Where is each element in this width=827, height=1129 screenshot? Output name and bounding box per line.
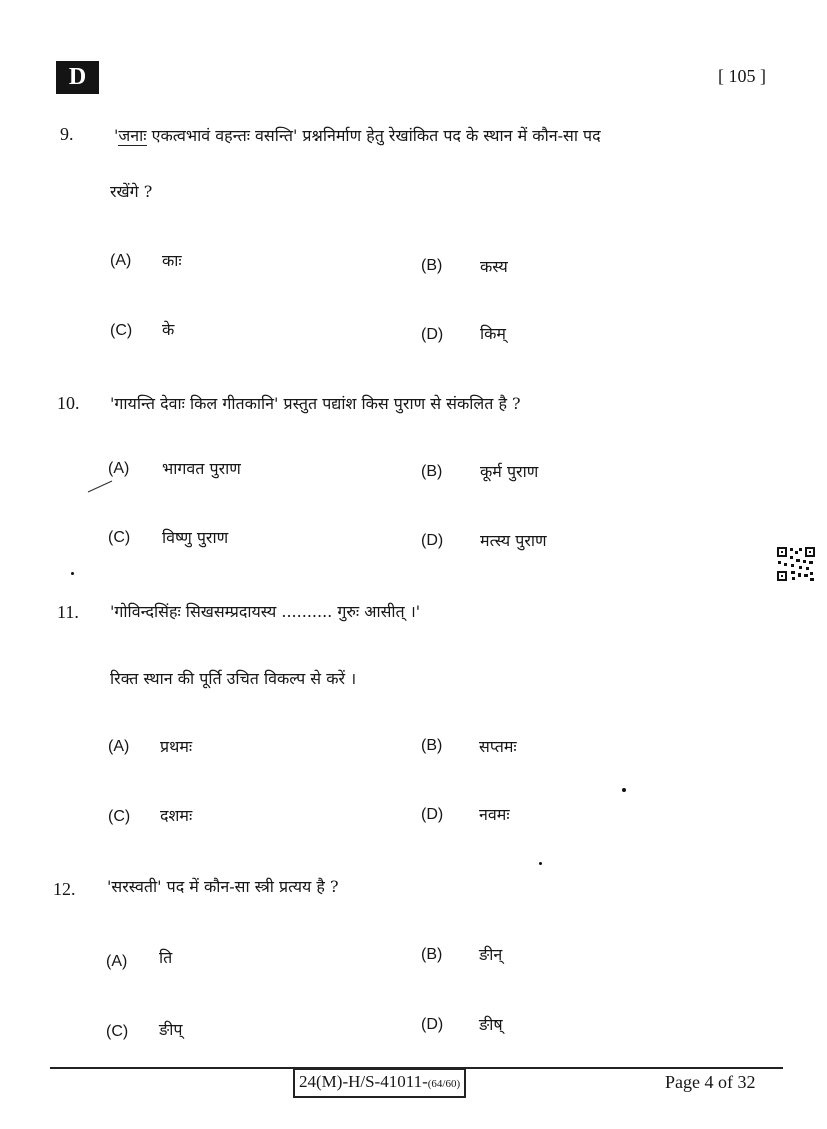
stray-mark — [622, 788, 626, 792]
option-text: दशमः — [160, 806, 193, 825]
option-text: के — [162, 320, 175, 339]
option-text: कूर्म पुराण — [480, 462, 539, 481]
option-letter: (D) — [421, 806, 444, 823]
option-letter: (A) — [106, 953, 128, 970]
open-quote: ' — [114, 126, 119, 145]
set-badge: D — [56, 61, 99, 94]
option-text: नवमः — [479, 805, 510, 824]
question-number: 10. — [57, 393, 80, 413]
page-code: [ 105 ] — [718, 66, 766, 86]
option-text: ङीन् — [479, 945, 503, 964]
option-letter: (B) — [421, 463, 443, 480]
qr-code-icon — [776, 546, 816, 582]
option-text: किम् — [480, 324, 507, 343]
option-letter: (A) — [108, 738, 130, 755]
option-text: प्रथमः — [160, 737, 193, 756]
option-text: भागवत पुराण — [162, 459, 241, 478]
question-text: 'गायन्ति देवाः किल गीतकानि' प्रस्तुत पद्यांश किस पुराण से संकलित है ? — [110, 394, 521, 413]
paper-code — [293, 1068, 466, 1098]
option-text: कस्य — [480, 257, 508, 276]
page-number: Page 4 of 32 — [665, 1072, 756, 1092]
question-text-line2: रखेंगे ? — [110, 182, 153, 201]
option-letter: (B) — [421, 737, 443, 754]
option-letter: (A) — [108, 460, 130, 477]
option-letter: (C) — [108, 808, 131, 825]
question-text — [114, 124, 601, 146]
option-letter: (C) — [110, 322, 133, 339]
question-number: 11. — [57, 602, 79, 622]
option-letter: (B) — [421, 257, 443, 274]
stray-mark — [71, 572, 74, 575]
option-letter: (C) — [106, 1023, 129, 1040]
question-text-rest: एकत्वभावं वहन्तः वसन्ति' प्रश्ननिर्माण हेतु रेखांकित पद के स्थान में कौन-सा पद — [146, 126, 601, 145]
option-letter: (A) — [110, 252, 132, 269]
question-text-line2: रिक्त स्थान की पूर्ति उचित विकल्प से करें । — [110, 669, 357, 688]
option-text: मत्स्य पुराण — [480, 531, 547, 550]
stray-mark — [539, 862, 542, 865]
underlined-word: जनाः — [118, 126, 147, 145]
option-text: सप्तमः — [479, 737, 517, 756]
option-letter: (B) — [421, 946, 443, 963]
option-letter: (D) — [421, 326, 444, 343]
option-letter: (D) — [421, 1016, 444, 1033]
option-text: काः — [162, 251, 182, 270]
option-text: विष्णु पुराण — [162, 528, 229, 547]
paper-code-suffix: (64/60) — [427, 1078, 461, 1090]
pen-stroke-mark — [86, 478, 116, 494]
option-letter: (C) — [108, 529, 131, 546]
option-letter: (D) — [421, 532, 444, 549]
question-number: 12. — [53, 879, 76, 899]
question-number: 9. — [60, 124, 74, 144]
question-text: 'गोविन्दसिंहः सिखसम्प्रदायस्य .......... गुरुः आसीत् ।' — [110, 602, 421, 621]
question-text: 'सरस्वती' पद में कौन-सा स्त्री प्रत्यय है ? — [107, 877, 339, 896]
option-text: ङीप् — [159, 1020, 183, 1039]
option-text: ङीष् — [479, 1015, 503, 1034]
option-text: ति — [159, 948, 173, 967]
paper-code-main: 24(M)-H/S-41011- — [299, 1072, 428, 1091]
